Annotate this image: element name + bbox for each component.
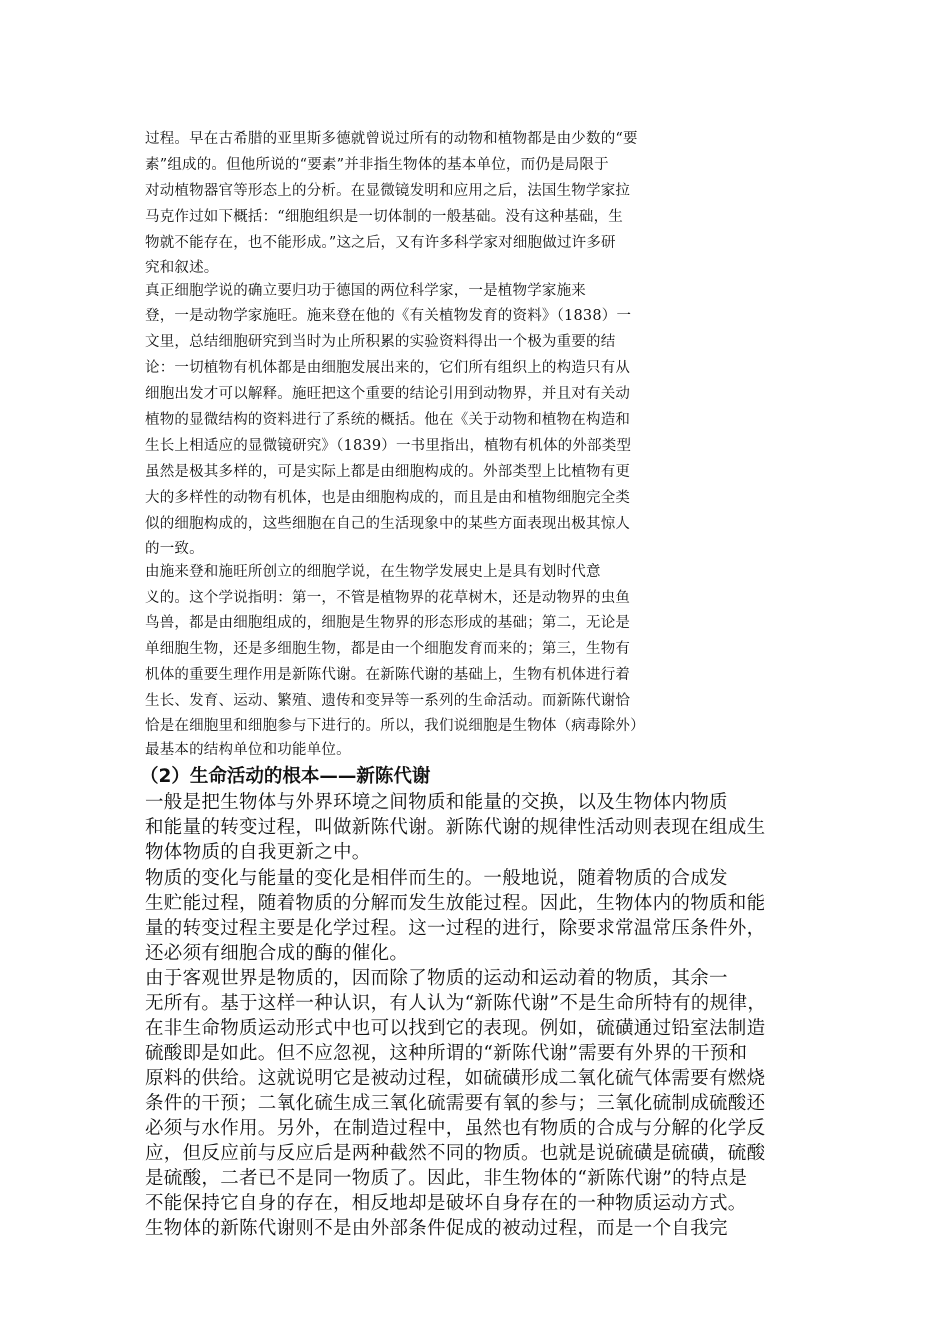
text-line: 原料的供给。这就说明它是被动过程，如硫磺形成二氧化硫气体需要有燃烧 (145, 1068, 766, 1089)
text-line: 论：一切植物有机体都是由细胞发展出来的，它们所有组织上的构造只有从 (145, 360, 631, 376)
text-line: 似的细胞构成的，这些细胞在自己的生活现象中的某些方面表现出极其惊人 (145, 516, 631, 532)
text-line: 生物体的新陈代谢则不是由外部条件促成的被动过程，而是一个自我完 (145, 1218, 728, 1239)
text-line: 还必须有细胞合成的酶的催化。 (145, 943, 409, 964)
text-line: 的一致。 (145, 541, 204, 557)
text-line: 单细胞生物，还是多细胞生物，都是由一个细胞发育而来的；第三，生物有 (145, 641, 631, 657)
text-line: 最基本的结构单位和功能单位。 (145, 742, 351, 758)
text-line: 一般是把生物体与外界环境之间物质和能量的交换，以及生物体内物质 (145, 792, 728, 813)
text-line: 必须与水作用。另外，在制造过程中，虽然也有物质的合成与分解的化学反 (145, 1118, 766, 1139)
text-line: 由施来登和施旺所创立的细胞学说，在生物学发展史上是具有划时代意 (145, 564, 601, 580)
text-line: 是硫酸，二者已不是同一物质了。因此，非生物体的“新陈代谢”的特点是 (145, 1168, 748, 1189)
text-line: 素”组成的。但他所说的“要素”并非指生物体的基本单位，而仍是局限于 (145, 157, 609, 173)
text-line: 生长、发育、运动、繁殖、遗传和变异等一系列的生命活动。而新陈代谢恰 (145, 693, 631, 709)
text-line: 植物的显微结构的资料进行了系统的概括。他在《关于动物和植物在构造和 (145, 412, 631, 428)
text-line: 无所有。基于这样一种认识，有人认为“新陈代谢”不是生命所特有的规律， (145, 993, 767, 1014)
text-line: 虽然是极其多样的，可是实际上都是由细胞构成的。外部类型上比植物有更 (145, 464, 631, 480)
text-line: 由于客观世界是物质的，因而除了物质的运动和运动着的物质，其余一 (145, 968, 728, 989)
text-line: 生长上相适应的显微镜研究》（1839）一书里指出，植物有机体的外部类型 (145, 438, 632, 454)
text-line: 细胞出发才可以解释。施旺把这个重要的结论引用到动物界，并且对有关动 (145, 386, 631, 402)
text-line: 对动植物器官等形态上的分析。在显微镜发明和应用之后，法国生物学家拉 (145, 183, 631, 199)
text-line: 量的转变过程主要是化学过程。这一过程的进行，除要求常温常压条件外， (145, 918, 766, 939)
text-line: 鸟兽，都是由细胞组成的，细胞是生物界的形态形成的基础；第二，无论是 (145, 615, 631, 631)
text-line: 和能量的转变过程，叫做新陈代谢。新陈代谢的规律性活动则表现在组成生 (145, 817, 766, 838)
text-line: 机体的重要生理作用是新陈代谢。在新陈代谢的基础上，生物有机体进行着 (145, 667, 631, 683)
text-line: 条件的干预；二氧化硫生成三氧化硫需要有氧的参与；三氧化硫制成硫酸还 (145, 1093, 766, 1114)
text-line: 不能保持它自身的存在，相反地却是破坏自身存在的一种物质运动方式。 (145, 1193, 747, 1214)
text-line: 大的多样性的动物有机体，也是由细胞构成的，而且是由和植物细胞完全类 (145, 490, 631, 506)
text-line: 在非生命物质运动形式中也可以找到它的表现。例如，硫磺通过铅室法制造 (145, 1018, 766, 1039)
text-line: 物就不能存在，也不能形成。”这之后，又有许多科学家对细胞做过许多研 (145, 235, 616, 251)
text-line: 恰是在细胞里和细胞参与下进行的。所以，我们说细胞是生物体（病毒除外） (145, 718, 645, 734)
text-line: 物体物质的自我更新之中。 (145, 842, 371, 863)
text-line: 生贮能过程，随着物质的分解而发生放能过程。因此，生物体内的物质和能 (145, 893, 766, 914)
text-line: 义的。这个学说指明：第一，不管是植物界的花草树木，还是动物界的虫鱼 (145, 590, 631, 606)
text-line: 物质的变化与能量的变化是相伴而生的。一般地说，随着物质的合成发 (145, 868, 728, 889)
text-line: 登，一是动物学家施旺。施来登在他的《有关植物发育的资料》（1838）一 (145, 308, 632, 324)
text-line: 过程。早在古希腊的亚里斯多德就曾说过所有的动物和植物都是由少数的“要 (145, 131, 638, 147)
text-line: 应，但反应前与反应后是两种截然不同的物质。也就是说硫磺是硫磺，硫酸 (145, 1143, 766, 1164)
section-heading: （2）生命活动的根本——新陈代谢 (140, 766, 431, 787)
text-line: 真正细胞学说的确立要归功于德国的两位科学家，一是植物学家施来 (145, 283, 586, 299)
text-line: 马克作过如下概括：“细胞组织是一切体制的一般基础。没有这种基础，生 (145, 209, 624, 225)
text-line: 究和叙述。 (145, 260, 219, 276)
text-line: 硫酸即是如此。但不应忽视，这种所谓的“新陈代谢”需要有外界的干预和 (145, 1043, 748, 1064)
text-line: 文里，总结细胞研究到当时为止所积累的实验资料得出一个极为重要的结 (145, 334, 616, 350)
